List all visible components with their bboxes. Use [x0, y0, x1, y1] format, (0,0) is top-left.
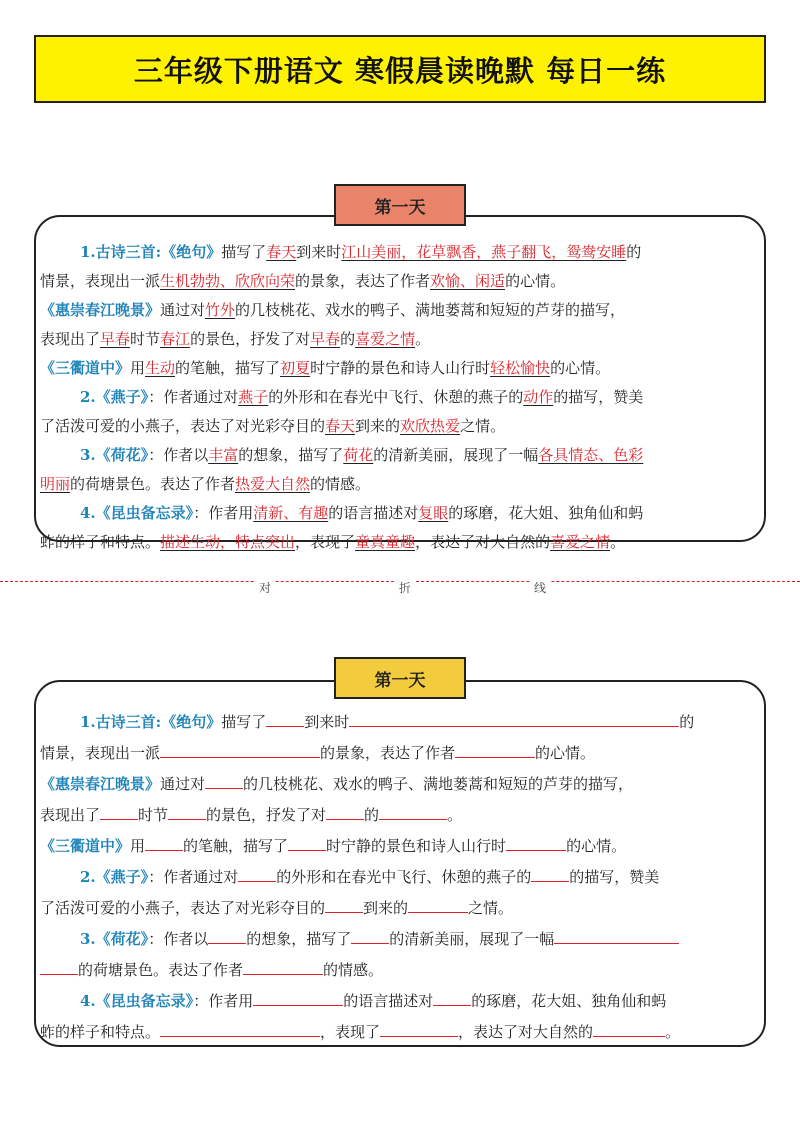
worksheet-header [34, 35, 766, 103]
blank[interactable] [380, 1020, 458, 1037]
blank[interactable] [433, 989, 471, 1006]
blank[interactable] [325, 896, 363, 913]
blank-line-2: 情景，表现出一派 的景象，表达了作者 的心情。 [40, 738, 760, 769]
blank[interactable] [40, 958, 78, 975]
answer-line-3: 《惠崇春江晚景》通过对竹外的几枝桃花、戏水的鸭子、满地蒌蒿和短短的芦芽的描写， [40, 301, 626, 319]
answer-line-4: 表现出了早春时节春江的景色，抒发了对早春的喜爱之情。 [40, 330, 431, 348]
blank[interactable] [160, 1020, 320, 1037]
blank[interactable] [326, 803, 364, 820]
blank[interactable] [455, 741, 535, 758]
answer-line-9: 明丽的荷塘景色。表达了作者热爱大自然的情感。 [40, 475, 371, 493]
blank-line-6: 2.《燕子》：作者通过对 的外形和在春光中飞行、休憩的燕子的 的描写，赞美 [40, 862, 760, 893]
answer-line-1: 1.古诗三首:《绝句》描写了春天到来时江山美丽，花草飘香，燕子翻飞，鸳鸯安睡的 [80, 243, 642, 261]
answer-line-8: 3.《荷花》：作者以丰富的想象，描写了荷花的清新美丽，展现了一幅各具情态、色彩 [80, 446, 644, 464]
blank[interactable] [160, 741, 320, 758]
blank[interactable] [408, 896, 468, 913]
blank-line-5: 《三衢道中》用 的笔触，描写了 时宁静的景色和诗人山行时 的心情。 [40, 831, 760, 862]
day-label-exercise: 第一天 [334, 657, 466, 699]
blank[interactable] [253, 989, 343, 1006]
blank[interactable] [531, 865, 569, 882]
exercise-content [40, 707, 760, 1048]
answer-line-2: 情景，表现出一派生机勃勃、欣欣向荣的景象，表达了作者欢愉、闲适的心情。 [40, 272, 566, 290]
blank[interactable] [243, 958, 323, 975]
fold-line-char-2: 折 [395, 579, 415, 596]
blank-line-10: 4.《昆虫备忘录》：作者用 的语言描述对 的琢磨，花大姐、独角仙和蚂 [40, 986, 760, 1017]
fold-line-char-3: 线 [530, 579, 550, 596]
blank[interactable] [100, 803, 138, 820]
answer-line-10: 4.《昆虫备忘录》：作者用清新、有趣的语言描述对复眼的琢磨，花大姐、独角仙和蚂 [80, 504, 644, 522]
blank-line-1: 1.古诗三首:《绝句》描写了 到来时 的 [40, 707, 760, 738]
blank[interactable] [238, 865, 276, 882]
fold-line-char-1: 对 [255, 579, 275, 596]
worksheet-title: 三年级下册语文 寒假晨读晚默 每日一练 [133, 53, 667, 88]
blank[interactable] [349, 710, 679, 727]
blank[interactable] [288, 834, 326, 851]
day-label-answers: 第一天 [334, 184, 466, 226]
blank[interactable] [208, 927, 246, 944]
answer-content [40, 238, 760, 557]
blank[interactable] [506, 834, 566, 851]
blank[interactable] [593, 1020, 665, 1037]
blank[interactable] [351, 927, 389, 944]
blank[interactable] [379, 803, 447, 820]
answer-line-11: 蚱的样子和特点。描述生动，特点突出，表现了童真童趣，表达了对大自然的喜爱之情。 [40, 533, 626, 551]
blank-line-3: 《惠崇春江晚景》通过对 的几枝桃花、戏水的鸭子、满地蒌蒿和短短的芦芽的描写， [40, 769, 760, 800]
blank[interactable] [205, 772, 243, 789]
blank-line-9: 的荷塘景色。表达了作者 的情感。 [40, 955, 760, 986]
blank[interactable] [168, 803, 206, 820]
blank[interactable] [554, 927, 679, 944]
blank-line-7: 了活泼可爱的小燕子，表达了对光彩夺目的 到来的 之情。 [40, 893, 760, 924]
answer-line-5: 《三衢道中》用生动的笔触，描写了初夏时宁静的景色和诗人山行时轻松愉快的心情。 [40, 359, 611, 377]
blank-line-11: 蚱的样子和特点。 ，表现了 ，表达了对大自然的 。 [40, 1017, 760, 1048]
answer-line-7: 了活泼可爱的小燕子，表达了对光彩夺目的春天到来的欢欣热爱之情。 [40, 417, 506, 435]
blank[interactable] [266, 710, 304, 727]
blank-line-8: 3.《荷花》：作者以 的想象，描写了 的清新美丽，展现了一幅 [40, 924, 760, 955]
answer-line-6: 2.《燕子》：作者通过对燕子的外形和在春光中飞行、休憩的燕子的动作的描写，赞美 [80, 388, 644, 406]
blank-line-4: 表现出了 时节 的景色，抒发了对 的 。 [40, 800, 760, 831]
blank[interactable] [145, 834, 183, 851]
